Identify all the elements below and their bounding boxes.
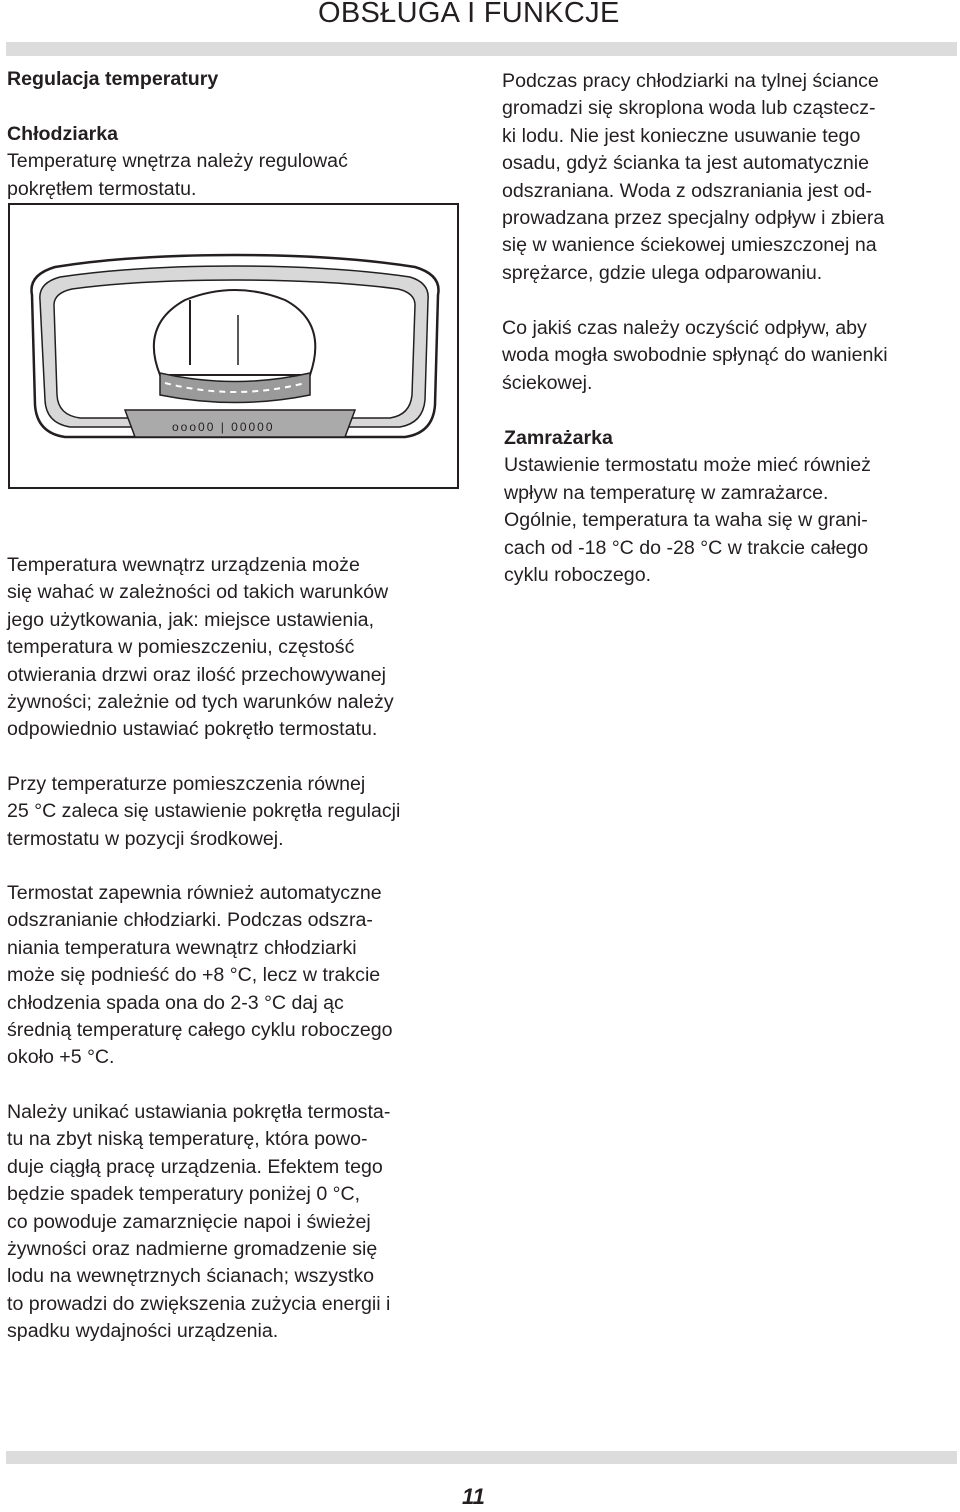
text-line: się wahać w zależności od takich warunków [7,581,389,604]
text-line: średnią temperaturę całego cyklu roboczego [7,1019,393,1042]
thermostat-illustration [8,203,459,489]
text-line: sprężarce, gdzie ulega odparowaniu. [502,261,823,284]
text-line: termostatu w pozycji środkowej. [7,827,284,850]
text-line: może się podnieść do +8 °C, lecz w trakcie [7,964,381,987]
text-line: Przy temperaturze pomieszczenia równej [7,773,366,795]
text-line: jego użytkowania, jak: miejsce ustawienia, [7,608,375,631]
paragraph-1 [7,552,457,744]
thermostat-drawing [10,205,457,487]
svg-text:ooo00 | 00000: ooo00 | 00000 [172,420,275,434]
fridge-title: Chłodziarka [7,123,119,145]
text-line: Temperaturę wnętrza należy regulować [7,150,348,173]
text-line: wpływ na temperaturę w zamrażarce. [504,481,829,504]
freezer-text [504,452,954,589]
right-paragraph-1 [502,68,952,287]
text-line: pokrętłem termostatu. [7,177,197,200]
text-line: duje ciągłą pracę urządzenia. Efektem tego [7,1155,383,1178]
text-line: cyklu roboczego. [504,564,652,587]
text-line: odpowiednio ustawiać pokrętło termostatu. [7,718,378,741]
text-line: woda mogła swobodnie spłynąć do wanienki [502,344,888,367]
text-line: ściekowej. [502,371,593,394]
right-paragraph-2 [502,315,952,397]
paragraph-4 [7,1099,457,1346]
text-line: osadu, gdyż ścianka ta jest automatycznie [502,152,870,175]
freezer-block [504,425,954,589]
text-line: 25 °C zaleca się ustawienie pokrętła regulacji [7,800,401,823]
text-line: odszranianie chłodziarki. Podczas odszra- [7,909,373,932]
text-line: się w wanience ściekowej umieszczonej na [502,234,877,257]
text-line: temperatura w pomieszczeniu, częstość [7,636,355,659]
text-line: Termostat zapewnia również automatyczne [7,882,382,904]
text-line: prowadzana przez specjalny odpływ i zbiera [502,207,885,230]
text-line: około +5 °C. [7,1046,115,1069]
text-line: żywności oraz nadmierne gromadzenie się [7,1238,378,1261]
footer-divider-bar [6,1451,957,1464]
text-line: to prowadzi do zwiększenia zużycia energii i [7,1292,391,1315]
text-line: Ogólnie, temperatura ta waha się w grani- [504,509,868,532]
paragraph-2 [7,771,457,853]
paragraph-3 [7,880,457,1072]
text-line: cach od -18 °C do -28 °C w trakcie całego [504,536,869,559]
text-line: spadku wydajności urządzenia. [7,1320,279,1343]
page-title: OBSŁUGA I FUNKCJE [318,0,620,29]
text-line: Należy unikać ustawiania pokrętła termosta- [7,1101,391,1123]
text-line: otwierania drzwi oraz ilość przechowywanej [7,663,386,686]
fridge-block [7,121,457,203]
text-line: tu na zbyt niską temperaturę, która powo- [7,1128,368,1151]
header-divider-bar [6,42,957,56]
text-line: chłodzenia spada ona do 2-3 °C daj ąc [7,991,344,1014]
text-line: Podczas pracy chłodziarki na tylnej ściance [502,70,879,92]
freezer-title: Zamrażarka [504,427,613,449]
text-line: niania temperatura wewnątrz chłodziarki [7,936,357,959]
text-line: żywności; zależnie od tych warunków należy [7,691,394,714]
text-line: lodu na wewnętrznych ścianach; wszystko [7,1265,375,1288]
text-line: ki lodu. Nie jest konieczne usuwanie tego [502,124,861,147]
text-line: będzie spadek temperatury poniżej 0 °C, [7,1183,361,1206]
text-line: co powoduje zamarznięcie napoi i świeżej [7,1210,371,1233]
section-title: Regulacja temperatury [7,68,219,90]
page-number: 11 [462,1484,485,1509]
text-line: odszraniana. Woda z odszraniania jest od- [502,179,872,202]
text-line: Ustawienie termostatu może mieć również [504,454,871,477]
text-line: Temperatura wewnątrz urządzenia może [7,554,360,576]
text-line: gromadzi się skroplona woda lub cząstecz- [502,97,876,120]
section-heading-block [7,66,457,93]
fridge-intro [7,148,457,203]
text-line: Co jakiś czas należy oczyścić odpływ, aby [502,317,867,339]
